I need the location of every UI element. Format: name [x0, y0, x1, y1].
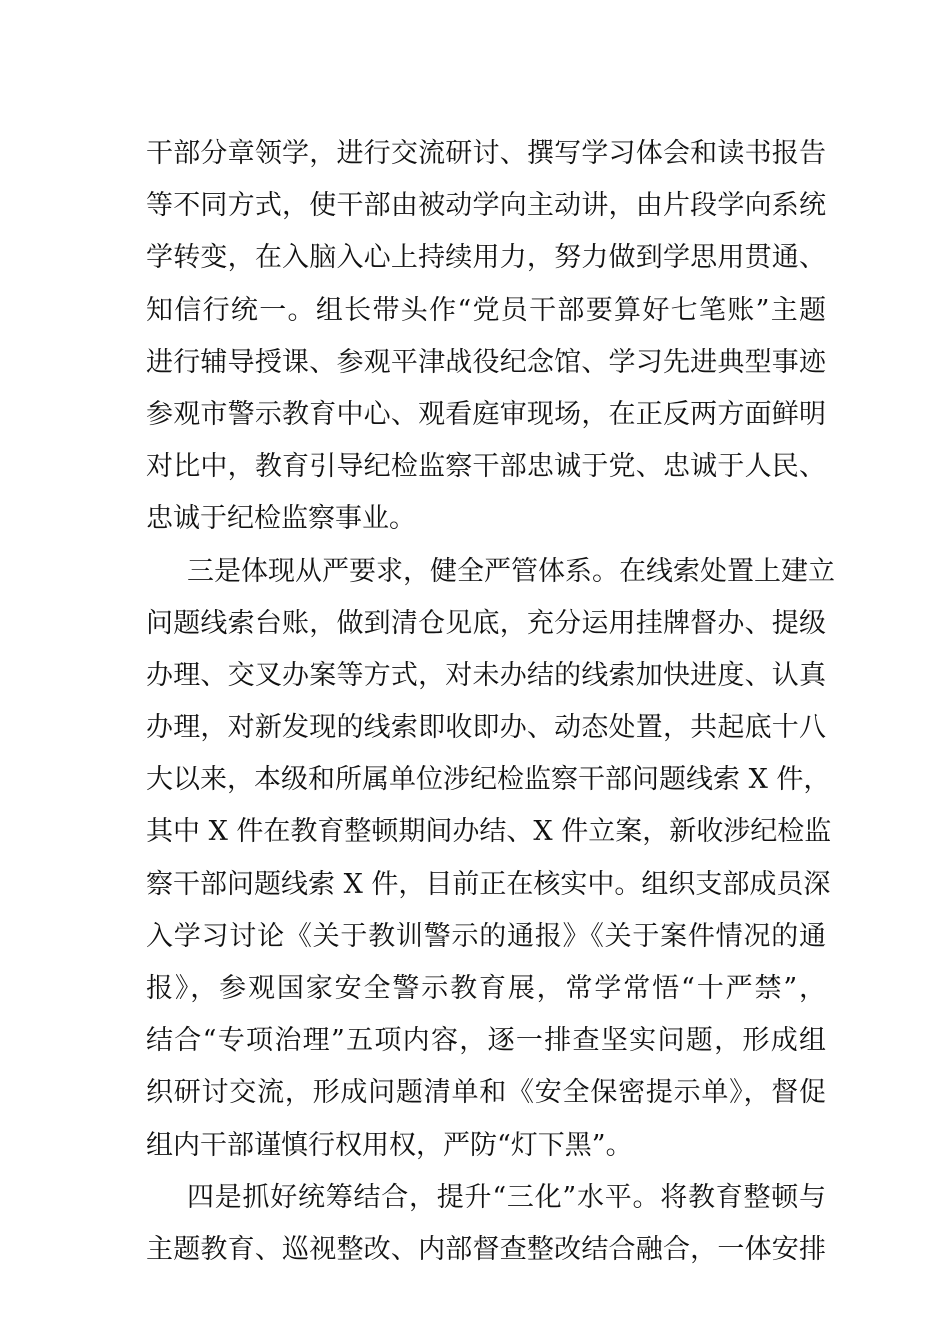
text-line: 问题线索台账，做到清仓见底，充分运用挂牌督办、提级: [146, 607, 826, 639]
paragraph-start-line: 三是体现从严要求，健全严管体系。在线索处置上建立: [187, 555, 835, 587]
text-line: 织研讨交流，形成问题清单和《安全保密提示单》，督促: [146, 1077, 826, 1109]
text-line: 知信行统一。组长带头作“党员干部要算好七笔账”主题: [146, 294, 826, 326]
text-line: 入学习讨论《关于教训警示的通报》《关于案件情况的通: [146, 920, 826, 952]
text-line: 进行辅导授课、参观平津战役纪念馆、学习先进典型事迹: [146, 346, 826, 378]
text-line: 组内干部谨慎行权用权，严防“灯下黑”。: [146, 1129, 633, 1161]
text-line: 参观市警示教育中心、观看庭审现场，在正反两方面鲜明: [146, 398, 826, 430]
body-text: [146, 128, 835, 1276]
text-line: 干部分章领学，进行交流研讨、撰写学习体会和读书报告: [146, 138, 826, 169]
text-line: 忠诚于纪检监察事业。: [146, 503, 416, 535]
text-line: 主题教育、巡视整改、内部督查整改结合融合，一体安排: [146, 1233, 826, 1265]
text-line: 对比中，教育引导纪检监察干部忠诚于党、忠诚于人民、: [146, 451, 826, 483]
text-line: 报》，参观国家安全警示教育展，常学常悟“十严禁”，: [146, 973, 826, 1004]
text-line: 办理、交叉办案等方式，对未办结的线索加快进度、认真: [146, 659, 826, 691]
text-line: 办理，对新发现的线索即收即办、动态处置，共起底十八: [146, 712, 826, 744]
text-line: 大以来，本级和所属单位涉纪检监察干部问题线索 X 件，: [146, 764, 831, 796]
text-line: 结合“专项治理”五项内容，逐一排查坚实问题，形成组: [146, 1025, 826, 1057]
text-line: 学转变，在入脑入心上持续用力，努力做到学思用贯通、: [146, 242, 826, 274]
paragraph-start-line: 四是抓好统筹结合，提升“三化”水平。将教育整顿与: [187, 1181, 826, 1213]
text-line: 其中 X 件在教育整顿期间办结、X 件立案，新收涉纪检监: [146, 816, 832, 848]
text-line: 等不同方式，使干部由被动学向主动讲，由片段学向系统: [146, 190, 826, 222]
text-line: 察干部问题线索 X 件，目前正在核实中。组织支部成员深: [146, 868, 831, 900]
